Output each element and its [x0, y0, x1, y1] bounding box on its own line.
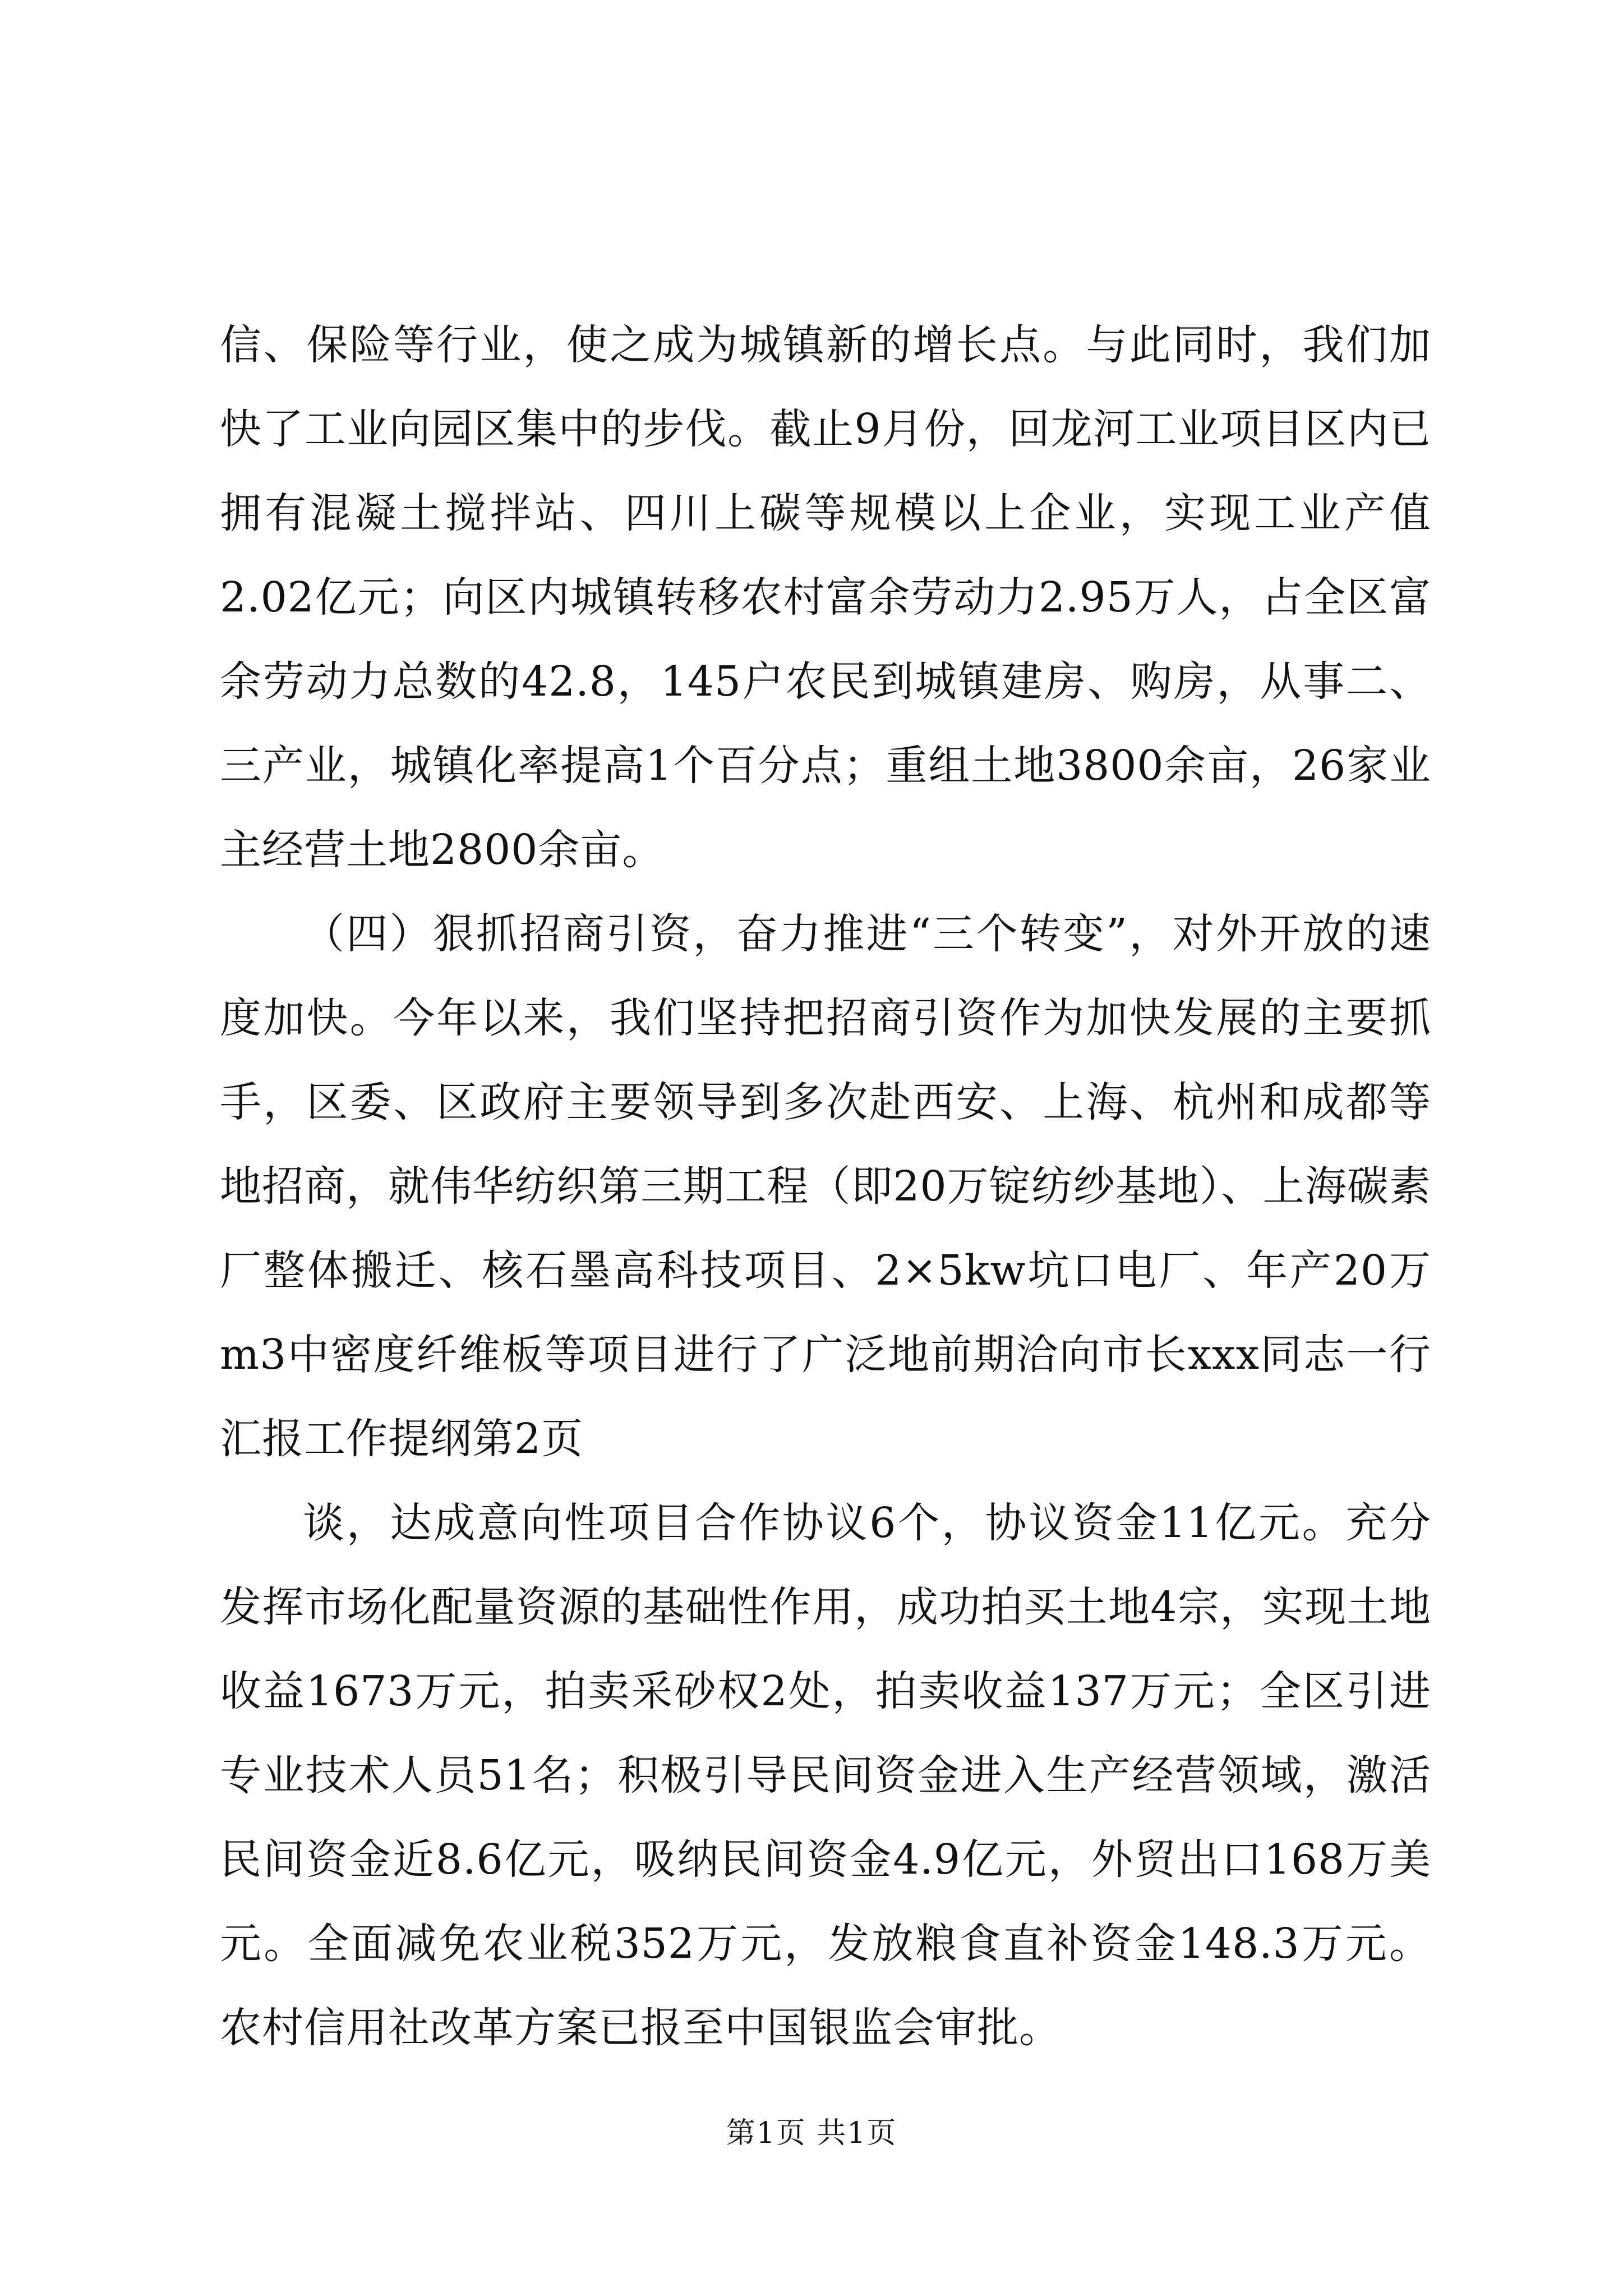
document-body [220, 303, 1431, 2070]
paragraph-2: （四）狠抓招商引资，奋力推进“三个转变”，对外开放的速度加快。今年以来，我们坚持把招商引资作为加快发展的主要抓手，区委、区政府主要领导到多次赴西安、上海、杭州和成都等地招商，就伟华纺织第三期工程（即20万锭纺纱基地）、上海碳素厂整体搬迁、核石墨高科技项目、2×5kw坑口电厂、年产20万m3中密度纤维板等项目进行了广泛地前期洽向市长xxx同志一行汇报工作提纲第2页 [220, 910, 1431, 1463]
paragraph-3: 谈，达成意向性项目合作协议6个，协议资金11亿元。充分发挥市场化配量资源的基础性作用，成功拍买土地4宗，实现土地收益1673万元，拍卖采砂权2处，拍卖收益137万元；全区引进专业技术人员51名；积极引导民间资金进入生产经营领域，激活民间资金近8.6亿元，吸纳民间资金4.9亿元，外贸出口168万美元。全面减免农业税352万元，发放粮食直补资金148.3万元。农村信用社改革方案已报至中国银监会审批。 [220, 1499, 1432, 2052]
paragraph-1: 信、保险等行业，使之成为城镇新的增长点。与此同时，我们加快了工业向园区集中的步伐。截止9月份，回龙河工业项目区内已拥有混凝土搅拌站、四川上碳等规模以上企业，实现工业产值2.02亿元；向区内城镇转移农村富余劳动力2.95万人，占全区富余劳动力总数的42.8，145户农民到城镇建房、购房，从事二、三产业，城镇化率提高1个百分点；重组土地3800余亩，26家业主经营土地2800余亩。 [220, 321, 1431, 874]
page-footer: 第1页 共1页 [726, 2116, 897, 2150]
